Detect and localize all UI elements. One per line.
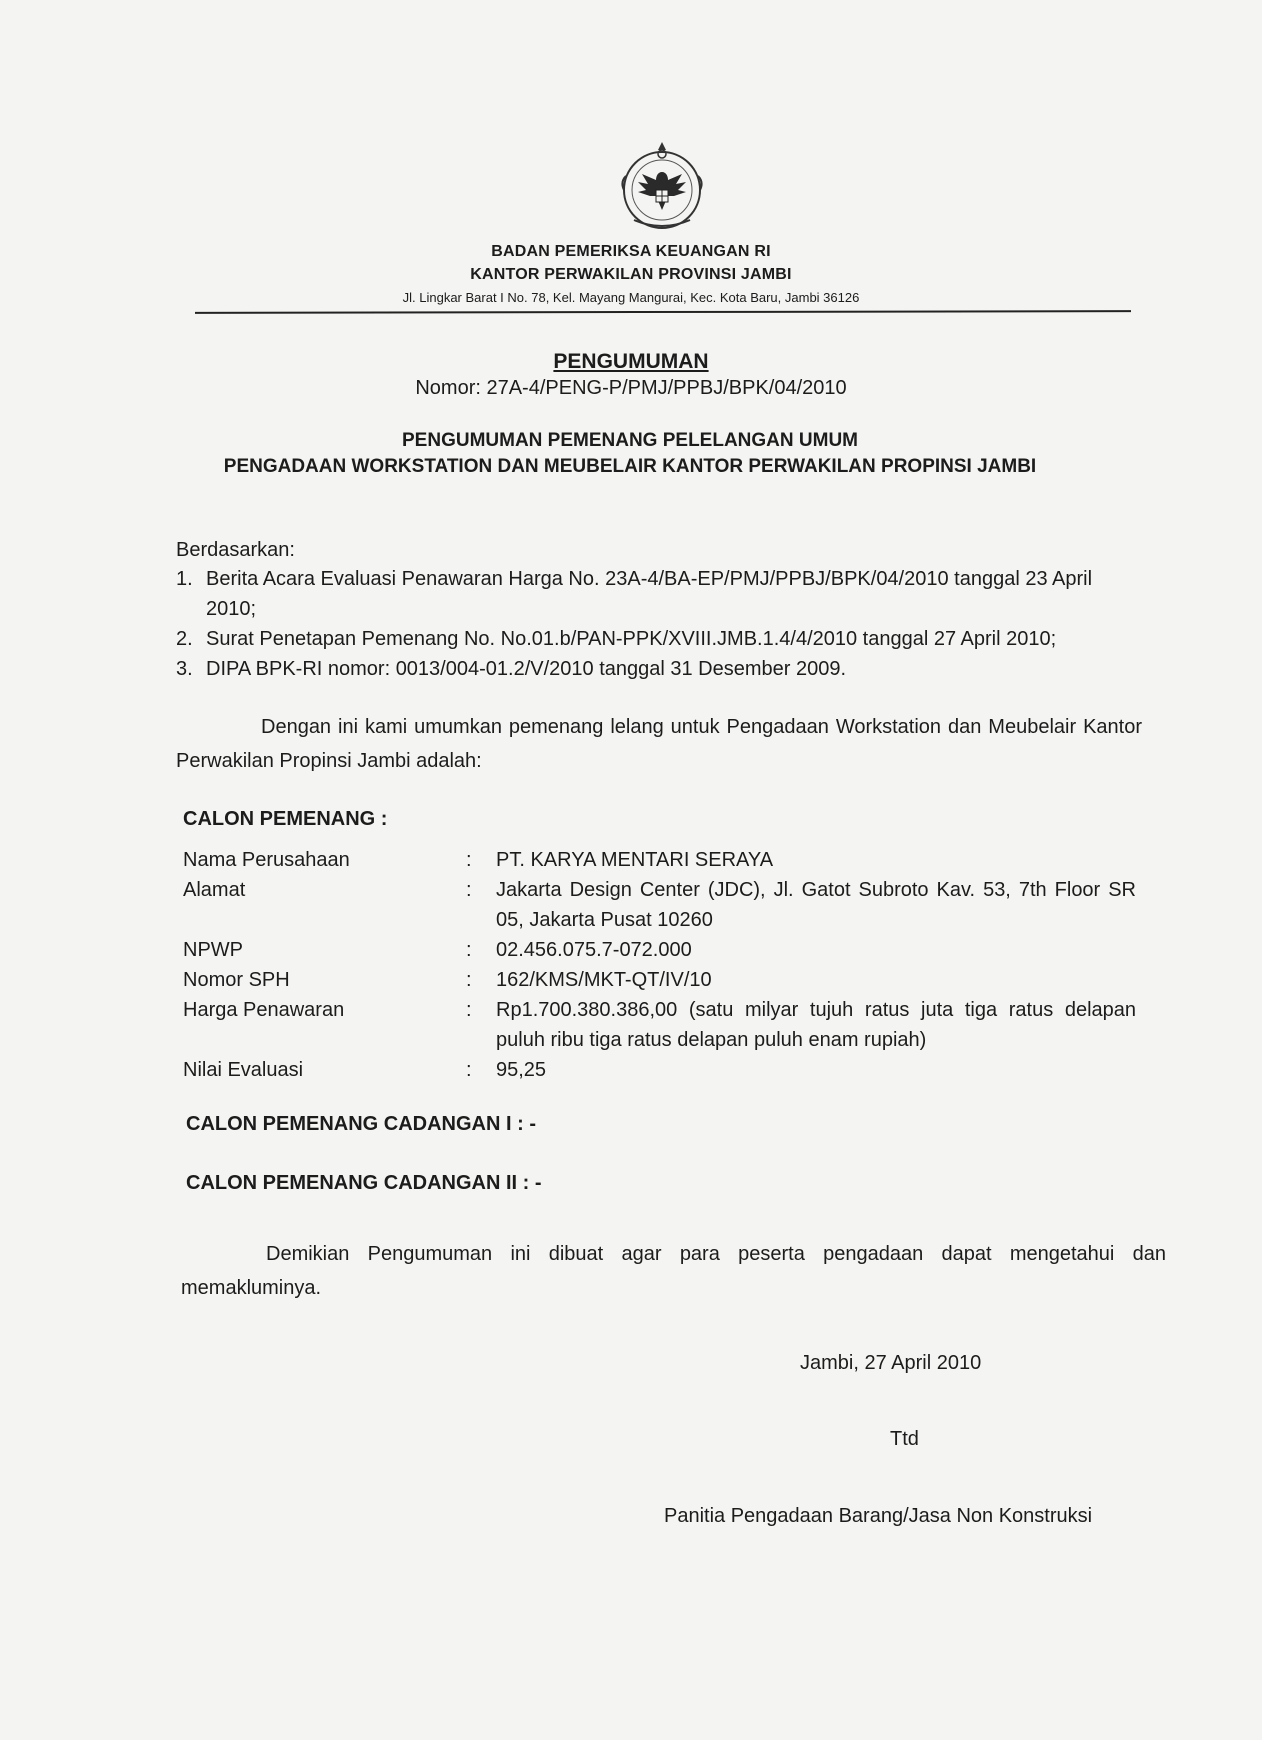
detail-row bbox=[183, 965, 1138, 995]
subtitle-line1: PENGUMUMAN PEMENANG PELELANGAN UMUM bbox=[402, 430, 858, 451]
intro-paragraph: Dengan ini kami umumkan pemenang lelang untuk Pengadaan Workstation dan Meubelair Kantor Perwakilan Propinsi Jambi adalah: bbox=[176, 716, 1142, 772]
detail-separator: : bbox=[466, 849, 472, 871]
detail-separator: : bbox=[466, 939, 472, 961]
reserve-winner-2: CALON PEMENANG CADANGAN II : - bbox=[186, 1172, 542, 1194]
list-item-text: Surat Penetapan Pemenang No. No.01.b/PAN-PPK/XVIII.JMB.1.4/4/2010 tanggal 27 April 2010; bbox=[206, 628, 1057, 650]
basis-heading: Berdasarkan: bbox=[176, 539, 295, 561]
detail-row bbox=[183, 935, 1138, 965]
detail-row bbox=[183, 1055, 1138, 1085]
detail-value: PT. KARYA MENTARI SERAYA bbox=[496, 849, 774, 871]
detail-row bbox=[183, 875, 1138, 935]
letterhead-divider bbox=[195, 310, 1131, 314]
detail-value: 162/KMS/MKT-QT/IV/10 bbox=[496, 969, 712, 991]
subtitle-line2: PENGADAAN WORKSTATION DAN MEUBELAIR KANTOR PERWAKILAN PROPINSI JAMBI bbox=[223, 456, 1037, 477]
list-item-text: Berita Acara Evaluasi Penawaran Harga No. 23A-4/BA-EP/PMJ/PPBJ/BPK/04/2010 tanggal 23 April 2010; bbox=[206, 568, 1093, 620]
detail-separator: : bbox=[466, 1059, 472, 1081]
list-item-text: DIPA BPK-RI nomor: 0013/004-01.2/V/2010 tanggal 31 Desember 2009. bbox=[206, 658, 847, 680]
winner-details bbox=[183, 845, 1138, 1085]
detail-label: Nama Perusahaan bbox=[183, 849, 350, 871]
list-item-number: 3. bbox=[176, 658, 193, 680]
detail-label: Nomor SPH bbox=[183, 969, 290, 991]
signature-mark: Ttd bbox=[890, 1428, 919, 1450]
office-address: Jl. Lingkar Barat I No. 78, Kel. Mayang Mangurai, Kec. Kota Baru, Jambi 36126 bbox=[402, 290, 860, 305]
detail-value: 02.456.075.7-072.000 bbox=[496, 939, 692, 961]
signing-date: Jambi, 27 April 2010 bbox=[800, 1352, 982, 1374]
document-number: Nomor: 27A-4/PENG-P/PMJ/PPBJ/BPK/04/2010 bbox=[415, 377, 847, 399]
detail-value: Jakarta Design Center (JDC), Jl. Gatot Subroto Kav. 53, 7th Floor SR 05, Jakarta Pusat 10260 bbox=[496, 879, 1136, 931]
list-item bbox=[176, 624, 1166, 654]
detail-separator: : bbox=[466, 879, 472, 901]
basis-list bbox=[176, 564, 1166, 684]
bpk-emblem-logo bbox=[612, 134, 712, 242]
winner-heading: CALON PEMENANG : bbox=[183, 808, 388, 830]
reserve-winner-1: CALON PEMENANG CADANGAN I : - bbox=[186, 1113, 536, 1135]
detail-label: Alamat bbox=[183, 879, 246, 901]
detail-value: Rp1.700.380.386,00 (satu milyar tujuh ratus juta tiga ratus delapan puluh ribu tiga ratus delapan puluh enam rupiah) bbox=[496, 999, 1136, 1051]
list-item-number: 2. bbox=[176, 628, 193, 650]
document-title: PENGUMUMAN bbox=[553, 350, 709, 373]
closing-paragraph: Demikian Pengumuman ini dibuat agar para peserta pengadaan dapat mengetahui dan memakluminya. bbox=[181, 1243, 1166, 1299]
list-item-number: 1. bbox=[176, 568, 193, 590]
detail-separator: : bbox=[466, 969, 472, 991]
org-name: BADAN PEMERIKSA KEUANGAN RI bbox=[491, 243, 771, 260]
list-item bbox=[176, 564, 1166, 624]
detail-row bbox=[183, 995, 1138, 1055]
signatory-name: Panitia Pengadaan Barang/Jasa Non Konstruksi bbox=[664, 1505, 1093, 1527]
list-item bbox=[176, 654, 1166, 684]
detail-row bbox=[183, 845, 1138, 875]
document-subtitle bbox=[200, 428, 1060, 480]
detail-value: 95,25 bbox=[496, 1059, 547, 1081]
detail-separator: : bbox=[466, 999, 472, 1021]
detail-label: Harga Penawaran bbox=[183, 999, 345, 1021]
detail-label: NPWP bbox=[183, 939, 243, 961]
office-name: KANTOR PERWAKILAN PROVINSI JAMBI bbox=[470, 266, 792, 283]
detail-label: Nilai Evaluasi bbox=[183, 1059, 304, 1081]
